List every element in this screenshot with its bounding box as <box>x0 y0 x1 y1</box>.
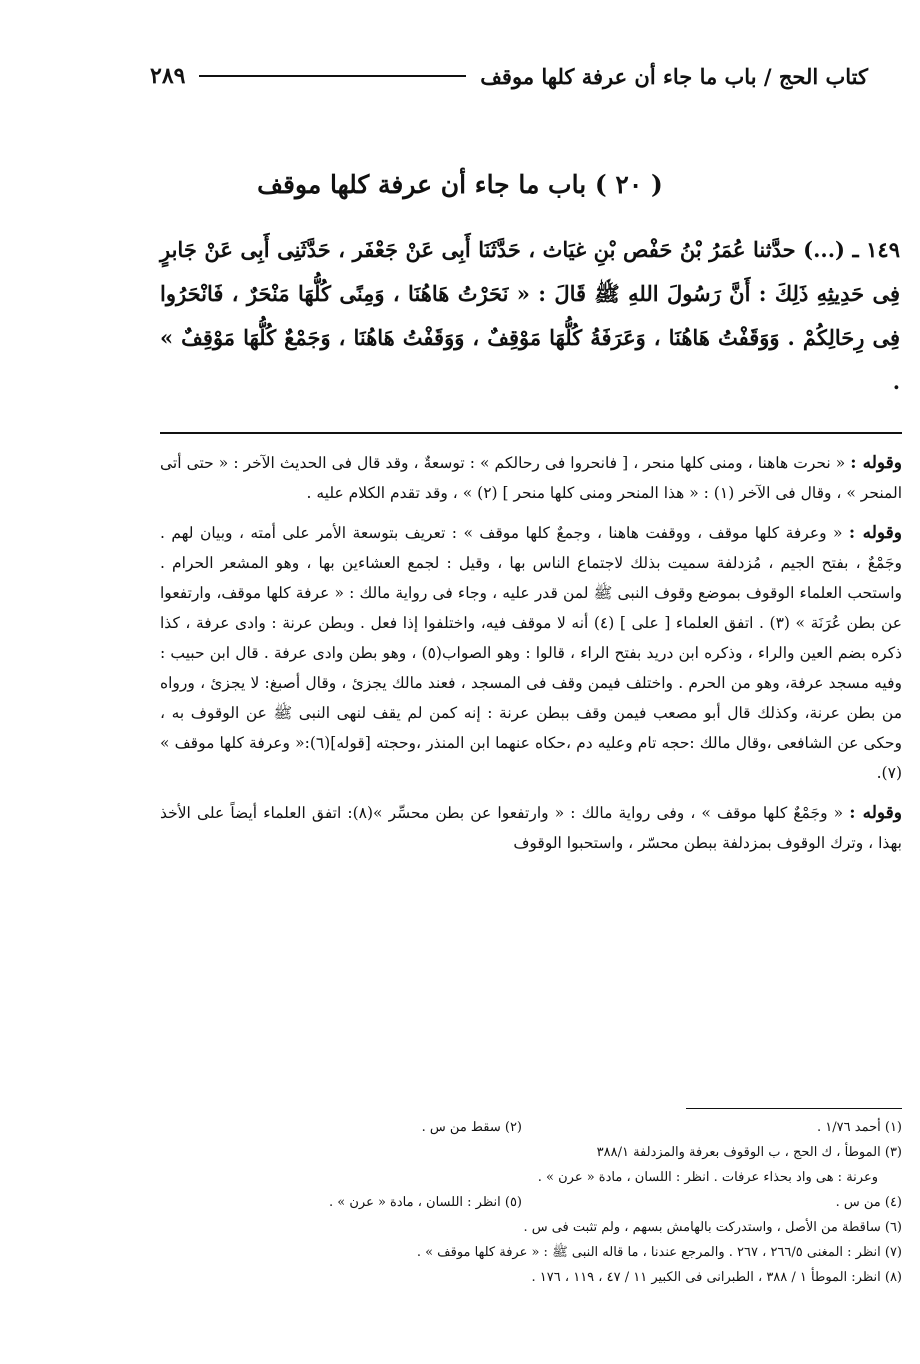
commentary-text: « نحرت هاهنا ، ومنى كلها منحر ، [ فانحروا فى رحالكم » : توسعةٌ ، وقد قال فى الحديث الآخر : « حتى أتى المنحر » ، وقال فى الآخر (١) : « هذا المنحر ومنى كلها منحر ] (٢) » ، وقد تقدم الكلام عليه . <box>160 454 902 502</box>
commentary-text: « وعرفة كلها موقف ، ووقفت هاهنا ، وجمعٌ كلها موقف » : تعريف بتوسعة الأمر على أمته ، وبيان لهم . وجَمْعٌ ، بفتح الجيم ، مُزدلفة سميت بذلك لاجتماع الناس بها ، وقيل : لجمع العشاءين بها ، وهو المشعر الحرام . واستحب العلماء الوقوف بموضع وقوف النبى ﷺ لمن قدر عليه ، وجاء فى رواية مالك : « عرفة كلها موقف، وارتفعوا عن بطن عُرَنَة » (٣) . اتفق العلماء [ على ] (٤) أنه لا موقف فيه، واختلفوا إذا فعل . وبطن عرنة : وادى عرفة ، كذا ذكره بضم العين والراء ، وذكره ابن دريد بفتح الراء ، قالوا : وهو الصواب(٥) ، وهو بطن وادى عرفة . قال ابن حبيب : وفيه مسجد عرفة، وهو من الحرم . واختلف فيمن وقف فى المسجد ، فعند مالك يجزئ ، وقال أصبغ: لا يجزئ ، ورواه من بطن عرنة، وكذلك قال أبو مصعب فيمن وقف ببطن عرنة : إنه كمن لم يقف لنهى النبى ﷺ عن الوقوف به ، وحكى عن الشافعى ،وقال مالك :حجه تام وعليه دم ،حكاه عنهما ابن المنذر ،وحجته [قوله](٦):« وعرفة كلها موقف » (٧). <box>160 524 903 782</box>
chapter-title: ( ٢٠ ) باب ما جاء أن عرفة كلها موقف <box>257 170 663 199</box>
page-number: ٢٨٩ <box>150 63 186 89</box>
footnote-2: (٢) سقط من س . <box>421 1120 522 1135</box>
commentary-paragraph <box>160 518 902 788</box>
footnote-row <box>160 1190 902 1215</box>
running-header <box>150 58 868 94</box>
footnote-6: (٦) ساقطة من الأصل ، واستدركت بالهامش بسهم ، ولم تثبت فى س . <box>523 1220 902 1235</box>
footnote-row <box>160 1115 902 1140</box>
hadith-text: ١٤٩ ـ (...) حدَّثنا عُمَرُ بْنُ حَفْص بْنِ غيَاث ، حَدَّثَنَا أَبِى عَنْ جَعْفَر ، حَدَّثَنِى أَبِى عَنْ جَابرٍ فِى حَدِيثِهِ ذَلِكَ : أَنَّ رَسُولَ اللهِ ﷺ قَالَ : « نَحَرْتُ هَاهُنَا ، وَمِنًى كُلُّهَا مَنْحَرٌ ، فَانْحَرُوا فِى رِحَالِكُمْ . وَوَقَفْتُ هَاهُنَا ، وَعَرَفَةُ كُلُّهَا مَوْقِفٌ ، وَوَقَفْتُ هَاهُنَا ، وَجَمْعٌ كُلُّهَا مَوْقِفٌ » . <box>160 237 900 394</box>
footnote-8: (٨) انظر: الموطأ ١ / ٣٨٨ ، الطبرانى فى الكبير ١١ / ٤٧ ، ١١٩ ، ١٧٦ . <box>531 1270 902 1285</box>
commentary-keyword: وقوله : <box>849 803 902 823</box>
commentary-text: « وجَمْعٌ كلها موقف » ، وفى رواية مالك : « وارتفعوا عن بطن محسِّر »(٨): اتفق العلماء أيضاً على الأخذ بهذا ، وترك الوقوف بمزدلفة ببطن محسّر ، واستحبوا الوقوف <box>160 804 902 852</box>
footnote-7: (٧) انظر : المغنى ٢٦٦/٥ ، ٢٦٧ . والمرجع عندنا ، ما قاله النبى ﷺ : « عرفة كلها موقف » . <box>416 1245 902 1260</box>
commentary-keyword: وقوله : <box>848 523 903 543</box>
footnote-5: (٥) انظر : اللسان ، مادة « عرن » . <box>329 1195 522 1210</box>
commentary-keyword: وقوله : <box>850 453 903 473</box>
header-rule <box>199 75 466 77</box>
commentary-paragraph <box>160 448 902 508</box>
footnote-3: (٣) الموطأ ، ك الحج ، ب الوقوف بعرفة والمزدلفة ٣٨٨/١ <box>596 1145 902 1160</box>
running-title: كتاب الحج / باب ما جاء أن عرفة كلها موقف <box>480 63 868 89</box>
commentary <box>160 448 902 868</box>
footnote-divider <box>686 1108 902 1109</box>
footnote-1: (١) أحمد ١/٧٦ . <box>817 1120 902 1135</box>
footnote-3-note: وعرنة : هى واد بحذاء عرفات . انظر : اللسان ، مادة « عرن » . <box>537 1170 878 1185</box>
text-divider <box>160 432 902 434</box>
commentary-paragraph <box>160 798 902 858</box>
footnotes <box>160 1115 902 1290</box>
footnote-4: (٤) من س . <box>835 1195 902 1210</box>
